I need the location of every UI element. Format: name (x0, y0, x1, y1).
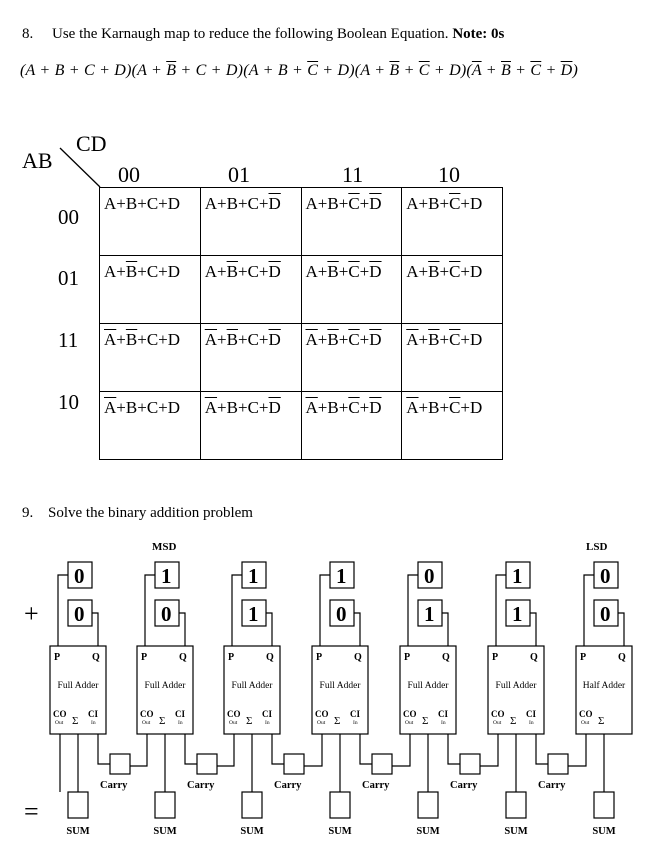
kmap-col-header-11: 11 (342, 162, 364, 187)
kmap-cell-variable: $\overline{D}$ (268, 194, 281, 213)
equation-term: $(A + \overline{B} + \overline{C} + D)$ (354, 62, 467, 79)
kmap-cell: $\overline{A}+B+C+D$ (100, 392, 201, 460)
wire-bottom-to-q (266, 613, 272, 646)
kmap-cell: $A+\overline{B}+C+\overline{D}$ (200, 256, 301, 324)
sum-box (330, 792, 350, 818)
wire-bottom-to-q (354, 613, 360, 646)
kmap-cell: $\overline{A}+B+C+\overline{D}$ (200, 392, 301, 460)
pin-q-label: Q (92, 652, 100, 663)
kmap-cell-variable: C (247, 330, 259, 349)
kmap-cell-variable: D (167, 330, 181, 349)
kmap-cell: $A+B+\overline{C}+\overline{D}$ (301, 188, 402, 256)
equation-term: $(\overline{A} + \overline{B} + \overline{C} + \overline{D})$ (466, 62, 578, 79)
wire-carry (130, 758, 147, 766)
kmap-col-header-00: 00 (118, 162, 140, 187)
pin-p-label: P (316, 652, 323, 663)
carry-label: Carry (450, 780, 478, 791)
question-number: 8. (22, 26, 34, 42)
pin-p-label: P (141, 652, 148, 663)
pin-q-label: Q (442, 652, 450, 663)
kmap-cell-variable: $\overline{A}$ (406, 398, 419, 417)
carry-label: Carry (187, 780, 215, 791)
top-digit: 0 (424, 564, 435, 588)
equals-sign: = (24, 797, 39, 826)
plus-sign: + (24, 599, 39, 628)
wire-carry-in (98, 734, 110, 764)
pin-q-label: Q (179, 652, 187, 663)
kmap-cell-variable: B (125, 398, 138, 417)
equation-variable: $\overline{D}$ (560, 62, 573, 79)
kmap-cell-variable: $\overline{B}$ (226, 330, 238, 349)
carry-box (197, 754, 217, 774)
question-number: 9. (22, 505, 34, 521)
kmap-cell-variable: B (428, 194, 440, 213)
wire-carry (217, 758, 234, 766)
sum-label: SUM (66, 826, 90, 837)
equation-term: $(A + B + \overline{C} + D)$ (243, 62, 355, 79)
equation-variable: B (54, 62, 65, 79)
sum-box (418, 792, 438, 818)
kmap-cell-variable: $\overline{C}$ (449, 262, 461, 281)
kmap-table (99, 187, 503, 460)
kmap-cell-variable: D (167, 194, 181, 213)
question-text: Solve the binary addition problem (48, 505, 253, 521)
kmap-col-header-10: 10 (438, 162, 460, 187)
wire-bottom-to-q (442, 613, 448, 646)
kmap-cell-variable: $\overline{B}$ (327, 262, 339, 281)
sigma-symbol: Σ (159, 715, 166, 727)
sigma-symbol: Σ (334, 715, 341, 727)
binary-adder-diagram (0, 530, 666, 857)
top-digit: 1 (336, 564, 347, 588)
kmap-cell-variable: C (146, 194, 159, 213)
carry-label: Carry (362, 780, 390, 791)
adder-type-label: Full Adder (495, 681, 537, 691)
pin-ci-label: CI (350, 709, 361, 719)
kmap-cell-variable: $\overline{D}$ (268, 262, 281, 281)
sum-box (155, 792, 175, 818)
adder-type-label: Full Adder (231, 681, 273, 691)
equation-variable: B (277, 62, 288, 79)
pin-ci-label: CI (438, 709, 449, 719)
pin-ci-label: CI (88, 709, 99, 719)
sigma-symbol: Σ (246, 715, 253, 727)
kmap-cell-variable: A (104, 262, 117, 281)
pin-in-label: In (441, 720, 446, 726)
kmap-cell-variable: A (305, 262, 318, 281)
equation-variable: C (84, 62, 95, 79)
pin-ci-label: CI (526, 709, 537, 719)
equation-variable: $\overline{C}$ (307, 62, 319, 79)
kmap-cell-variable: $\overline{C}$ (348, 262, 360, 281)
kmap-cell-variable: $\overline{A}$ (104, 330, 117, 349)
wire-top-to-p (320, 575, 330, 646)
wire-top-to-p (408, 575, 418, 646)
kmap-row-var: AB (22, 148, 53, 173)
kmap-cell: $A+\overline{B}+\overline{C}+\overline{D}$ (301, 256, 402, 324)
kmap-cell-variable: B (125, 194, 138, 213)
kmap-cell: $A+B+C+\overline{D}$ (200, 188, 301, 256)
pin-out-label: Out (142, 720, 151, 726)
equation-variable: A (25, 62, 36, 79)
kmap-cell-variable: $\overline{A}$ (305, 330, 318, 349)
equation-variable: D (114, 62, 127, 79)
pin-co-label: CO (491, 709, 505, 719)
kmap-cell-variable: D (470, 330, 483, 349)
equation-variable: A (360, 62, 370, 79)
equation-variable: $\overline{C}$ (418, 62, 430, 79)
sum-box (68, 792, 88, 818)
pin-in-label: In (265, 720, 270, 726)
pin-in-label: In (529, 720, 534, 726)
kmap-cell-variable: $\overline{C}$ (449, 194, 461, 213)
question-9-prompt (22, 505, 253, 522)
sigma-symbol: Σ (422, 715, 429, 727)
kmap-cell-variable: A (104, 194, 117, 213)
carry-box (372, 754, 392, 774)
pin-ci-label: CI (262, 709, 273, 719)
kmap-cell: $A+\overline{B}+C+D$ (100, 256, 201, 324)
sum-box (506, 792, 526, 818)
kmap-cell-variable: D (167, 398, 181, 417)
kmap-cell-variable: $\overline{B}$ (428, 262, 440, 281)
kmap-row (100, 188, 503, 256)
pin-q-label: Q (618, 652, 626, 663)
kmap-cell-variable: $\overline{D}$ (369, 194, 382, 213)
kmap-cell: $\overline{A}+\overline{B}+\overline{C}+\overline{D}$ (301, 324, 402, 392)
pin-q-label: Q (354, 652, 362, 663)
carry-label: Carry (538, 780, 566, 791)
carry-box (460, 754, 480, 774)
bottom-digit: 1 (424, 602, 435, 626)
pin-q-label: Q (530, 652, 538, 663)
sum-label: SUM (153, 826, 177, 837)
kmap-cell-variable: A (204, 262, 218, 281)
pin-co-label: CO (140, 709, 154, 719)
kmap-cell-variable: $\overline{D}$ (369, 330, 382, 349)
pin-ci-label: CI (175, 709, 186, 719)
equation-term: $(A + \overline{B} + C + D)$ (131, 62, 244, 79)
pin-in-label: In (353, 720, 358, 726)
equation-variable: A (137, 62, 147, 79)
wire-carry (568, 758, 586, 766)
pin-co-label: CO (315, 709, 329, 719)
kmap-cell-variable: C (247, 398, 259, 417)
pin-co-label: CO (53, 709, 67, 719)
wire-carry (304, 758, 322, 766)
sum-box (242, 792, 262, 818)
top-digit: 1 (161, 564, 172, 588)
carry-box (110, 754, 130, 774)
kmap-cell: $A+B+\overline{C}+D$ (402, 188, 503, 256)
kmap-cell-variable: B (226, 398, 238, 417)
pin-p-label: P (54, 652, 61, 663)
question-note: Note: 0s (452, 26, 505, 42)
kmap-col-var: CD (76, 131, 107, 156)
pin-out-label: Out (55, 720, 64, 726)
pin-out-label: Out (581, 720, 590, 726)
kmap-row (100, 392, 503, 460)
equation-variable: A (248, 62, 259, 79)
top-digit: 0 (74, 564, 85, 588)
wire-top-to-p (145, 575, 155, 646)
equation-variable: $\overline{B}$ (501, 62, 511, 79)
wire-bottom-to-q (530, 613, 536, 646)
sum-label: SUM (592, 826, 616, 837)
bottom-digit: 1 (248, 602, 259, 626)
kmap-cell-variable: D (470, 262, 483, 281)
kmap-row (100, 324, 503, 392)
kmap-cell-variable: C (247, 194, 259, 213)
kmap-cell-variable: A (406, 262, 419, 281)
top-digit: 1 (248, 564, 259, 588)
kmap-cell: $\overline{A}+\overline{B}+C+\overline{D}$ (200, 324, 301, 392)
kmap-cell-variable: $\overline{B}$ (226, 262, 238, 281)
kmap-cell-variable: B (327, 398, 339, 417)
kmap-cell-variable: $\overline{A}$ (406, 330, 419, 349)
pin-in-label: In (178, 720, 183, 726)
question-text: Use the Karnaugh map to reduce the following Boolean Equation. (52, 26, 449, 42)
kmap-cell-variable: B (226, 194, 238, 213)
kmap-header (0, 120, 666, 190)
adder-type-label: Full Adder (144, 681, 186, 691)
karnaugh-map (99, 187, 503, 437)
equation-variable: $\overline{A}$ (471, 62, 482, 79)
wire-carry (480, 758, 498, 766)
kmap-cell-variable: C (146, 330, 159, 349)
kmap-cell-variable: $\overline{A}$ (104, 398, 117, 417)
kmap-cell-variable: $\overline{C}$ (348, 330, 360, 349)
kmap-col-header-01: 01 (228, 162, 250, 187)
boolean-equation (20, 62, 578, 80)
kmap-cell: A+B+C+D (100, 188, 201, 256)
equation-variable: C (195, 62, 207, 79)
lsd-label: LSD (586, 541, 608, 553)
adder-type-label: Full Adder (57, 681, 99, 691)
pin-out-label: Out (493, 720, 502, 726)
wire-top-to-p (584, 575, 594, 646)
top-digit: 1 (512, 564, 523, 588)
kmap-cell-variable: $\overline{A}$ (204, 330, 218, 349)
kmap-cell-variable: $\overline{C}$ (449, 398, 461, 417)
kmap-cell: $\overline{A}+B+\overline{C}+\overline{D}$ (301, 392, 402, 460)
kmap-cell-variable: D (470, 398, 483, 417)
carry-box (548, 754, 568, 774)
pin-co-label: CO (403, 709, 417, 719)
equation-variable: $\overline{C}$ (530, 62, 542, 79)
wire-bottom-to-q (179, 613, 185, 646)
pin-q-label: Q (266, 652, 274, 663)
sigma-symbol: Σ (510, 715, 517, 727)
sum-label: SUM (328, 826, 352, 837)
pin-out-label: Out (229, 720, 238, 726)
kmap-cell-variable: $\overline{A}$ (305, 398, 318, 417)
top-digit: 0 (600, 564, 611, 588)
kmap-cell-variable: A (305, 194, 318, 213)
pin-in-label: In (91, 720, 96, 726)
kmap-cell-variable: C (146, 262, 159, 281)
kmap-cell-variable: $\overline{B}$ (327, 330, 339, 349)
bottom-digit: 1 (512, 602, 523, 626)
bottom-digit: 0 (74, 602, 85, 626)
kmap-cell-variable: $\overline{D}$ (268, 398, 281, 417)
equation-variable: D (449, 62, 461, 79)
wire-carry-in (185, 734, 197, 764)
adder-type-label: Full Adder (407, 681, 449, 691)
adder-type-label: Full Adder (319, 681, 361, 691)
kmap-cell-variable: $\overline{B}$ (428, 330, 440, 349)
carry-label: Carry (100, 780, 128, 791)
equation-variable: D (337, 62, 350, 79)
bottom-digit: 0 (600, 602, 611, 626)
pin-p-label: P (492, 652, 499, 663)
kmap-cell-variable: $\overline{D}$ (369, 262, 382, 281)
wire-top-to-p (232, 575, 242, 646)
kmap-cell: $\overline{A}+\overline{B}+C+D$ (100, 324, 201, 392)
pin-out-label: Out (317, 720, 326, 726)
sum-label: SUM (504, 826, 528, 837)
pin-out-label: Out (405, 720, 414, 726)
kmap-cell-variable: A (406, 194, 419, 213)
wire-top-to-p (58, 575, 68, 646)
pin-co-label: CO (579, 709, 593, 719)
kmap-row (100, 256, 503, 324)
wire-carry-in (448, 734, 460, 764)
bottom-digit: 0 (336, 602, 347, 626)
kmap-cell-variable: $\overline{D}$ (268, 330, 281, 349)
kmap-cell-variable: A (204, 194, 218, 213)
pin-p-label: P (580, 652, 587, 663)
wire-top-to-p (496, 575, 506, 646)
kmap-cell-variable: $\overline{B}$ (125, 330, 138, 349)
kmap-row-header-01: 01 (58, 266, 79, 290)
kmap-cell: $\overline{A}+\overline{B}+\overline{C}+D$ (402, 324, 503, 392)
kmap-cell: $\overline{A}+B+\overline{C}+D$ (402, 392, 503, 460)
pin-p-label: P (404, 652, 411, 663)
equation-variable: D (225, 62, 238, 79)
kmap-cell-variable: D (167, 262, 181, 281)
kmap-row-header-11: 11 (58, 328, 79, 352)
kmap-cell-variable: C (247, 262, 259, 281)
kmap-cell-variable: D (470, 194, 483, 213)
pin-co-label: CO (227, 709, 241, 719)
carry-label: Carry (274, 780, 302, 791)
kmap-cell-variable: $\overline{D}$ (369, 398, 382, 417)
kmap-cell-variable: B (428, 398, 440, 417)
adder-type-label: Half Adder (582, 681, 626, 691)
kmap-row-header-00: 00 (58, 205, 79, 229)
question-8-prompt (22, 26, 504, 43)
wire-carry-in (272, 734, 284, 764)
sigma-symbol: Σ (72, 715, 79, 727)
bottom-digit: 0 (161, 602, 172, 626)
kmap-cell-variable: B (327, 194, 339, 213)
sum-label: SUM (416, 826, 440, 837)
wire-bottom-to-q (92, 613, 98, 646)
kmap-cell-variable: $\overline{C}$ (348, 194, 360, 213)
sum-label: SUM (240, 826, 264, 837)
equation-variable: $\overline{B}$ (389, 62, 400, 79)
wire-carry (392, 758, 410, 766)
kmap-cell-variable: $\overline{C}$ (348, 398, 360, 417)
kmap-cell-variable: C (146, 398, 159, 417)
msd-label: MSD (152, 541, 177, 553)
wire-carry-in (360, 734, 372, 764)
equation-variable: $\overline{B}$ (166, 62, 177, 79)
kmap-cell-variable: $\overline{C}$ (449, 330, 461, 349)
kmap-cell: $A+\overline{B}+\overline{C}+D$ (402, 256, 503, 324)
carry-box (284, 754, 304, 774)
kmap-cell-variable: $\overline{B}$ (125, 262, 138, 281)
equation-term: (A + B + C + D) (20, 62, 132, 79)
sigma-symbol: Σ (598, 715, 605, 727)
kmap-row-header-10: 10 (58, 390, 79, 414)
sum-box (594, 792, 614, 818)
kmap-cell-variable: $\overline{A}$ (204, 398, 218, 417)
pin-p-label: P (228, 652, 235, 663)
wire-carry-in (536, 734, 548, 764)
wire-bottom-to-q (618, 613, 624, 646)
